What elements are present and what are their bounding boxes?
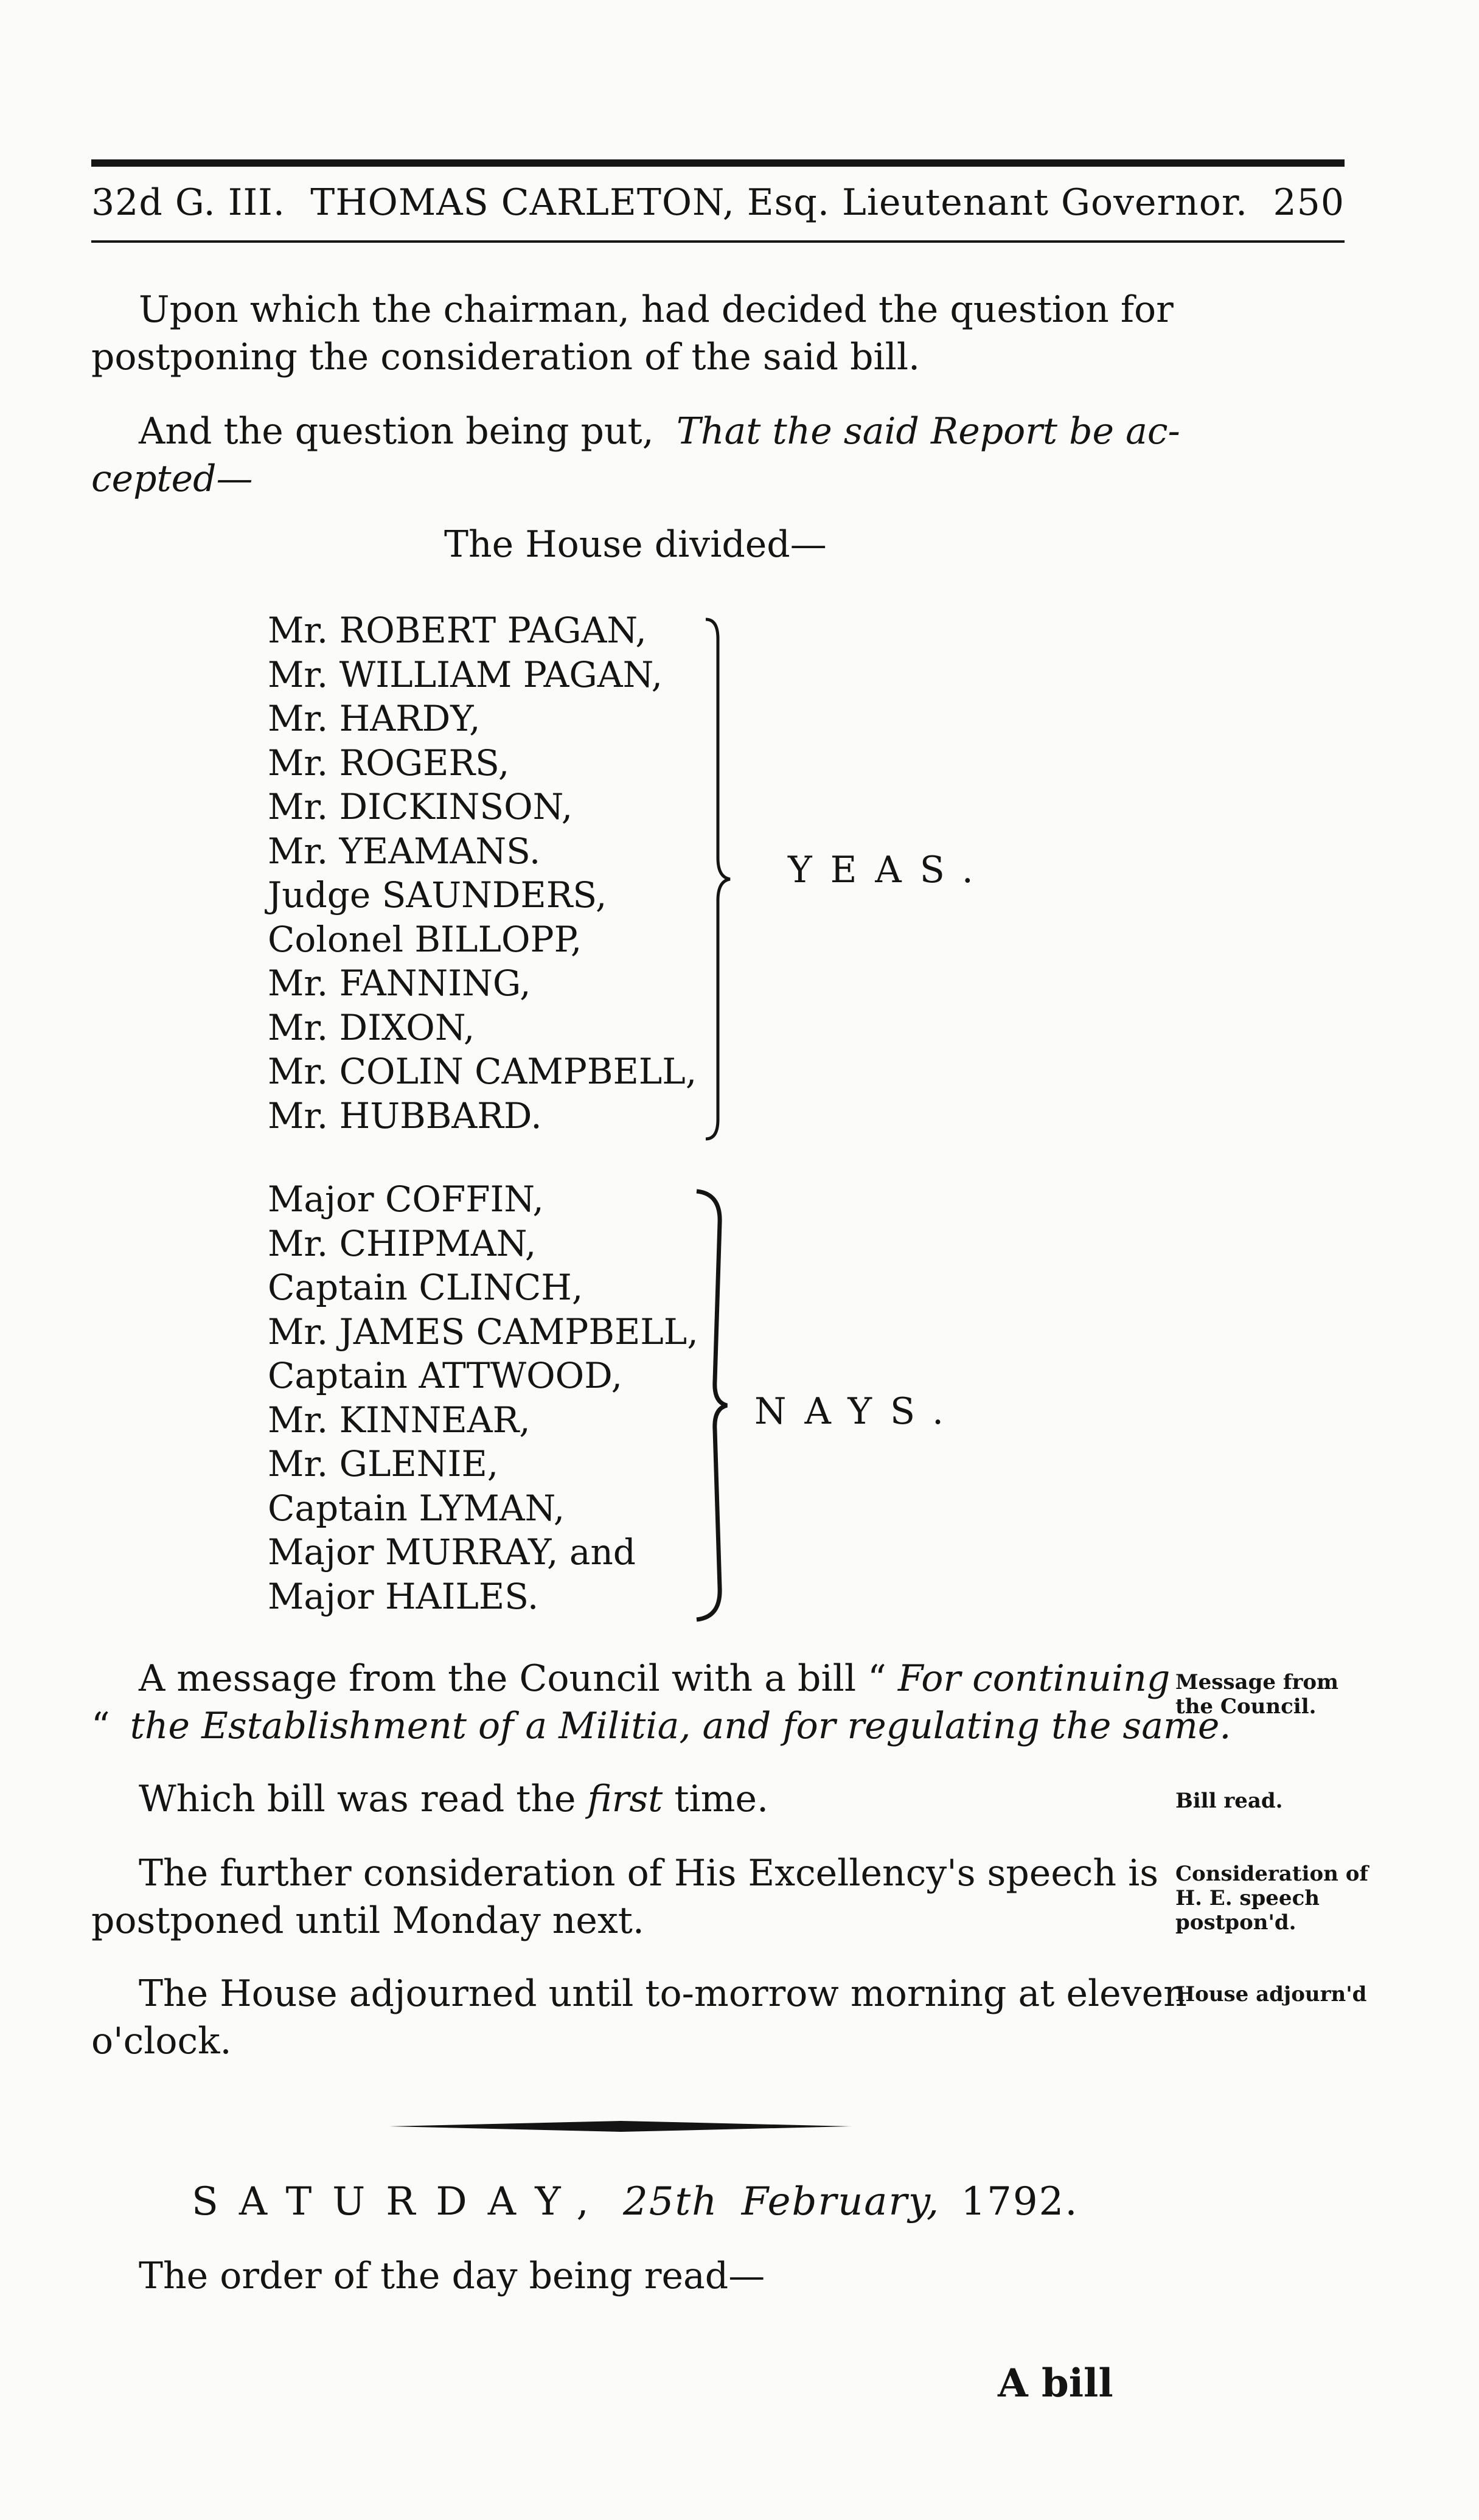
header-bottom-rule (91, 240, 1345, 243)
nay-name: Major HAILES. (268, 1575, 539, 1617)
nays-label: NAYS. (754, 1390, 962, 1433)
nay-name: Major MURRAY, and (268, 1531, 636, 1573)
nay-name: Major COFFIN, (268, 1178, 544, 1220)
yea-name: Mr. ROGERS, (268, 742, 510, 784)
date-year: 1792. (961, 2179, 1079, 2224)
yea-name: Colonel BILLOPP, (268, 918, 582, 960)
date-weekday: SATURDAY, (192, 2179, 610, 2224)
nay-name: Mr. KINNEAR, (268, 1399, 531, 1441)
speech-line-2: postponed until Monday next. (91, 1899, 644, 1942)
nay-name: Captain ATTWOOD, (268, 1355, 623, 1396)
bill-read-italic: first (587, 1778, 663, 1820)
ornamental-rule-icon (389, 2117, 852, 2135)
question-roman-text: And the question being put, (139, 410, 654, 453)
message-militia-title: the Establishment of a Militia, and for regulating the same. (130, 1705, 1231, 1747)
margin-note-bill-read: Bill read. (1175, 1789, 1283, 1813)
paragraph-chairman-line-2: postponing the consideration of the said bill. (91, 336, 920, 378)
order-of-day: The order of the day being read— (139, 2255, 765, 2297)
margin-note-consideration (1175, 1862, 1368, 1935)
bill-read-after: time. (674, 1778, 769, 1820)
margin-note-message (1175, 1670, 1338, 1719)
nays-brace-icon (691, 1186, 745, 1624)
nay-name: Captain LYMAN, (268, 1487, 565, 1529)
header-regnal-year: 32d G. III. (91, 181, 285, 224)
yeas-label: YEAS. (788, 849, 992, 891)
bill-read-paragraph (139, 1775, 768, 1823)
yea-name: Mr. FANNING, (268, 962, 531, 1004)
yeas-list (268, 608, 697, 1138)
yeas-brace-icon (700, 614, 742, 1144)
nays-list (268, 1177, 698, 1618)
house-divided-heading: The House divided— (444, 523, 827, 566)
yea-name: Mr. YEAMANS. (268, 830, 541, 872)
running-header (91, 181, 1345, 224)
date-month: February, (741, 2179, 941, 2224)
page-number: 250 (1273, 181, 1345, 224)
yea-name: Mr. HUBBARD. (268, 1095, 542, 1136)
yea-name: Judge SAUNDERS, (268, 874, 607, 916)
adjourned-line-1: The House adjourned until to-morrow morning at eleven (139, 1972, 1187, 2015)
message-line-2 (91, 1702, 1231, 1750)
question-italic-text: That the said Report be ac- (676, 410, 1180, 453)
speech-line-1: The further consideration of His Excellency's speech is (139, 1852, 1159, 1895)
header-title: THOMAS CARLETON, Esq. Lieutenant Governor. (310, 181, 1248, 224)
yea-name: Mr. WILLIAM PAGAN, (268, 653, 663, 695)
message-italic-text: For continuing (897, 1657, 1171, 1700)
nay-name: Captain CLINCH, (268, 1267, 583, 1308)
yea-name: Mr. HARDY, (268, 698, 481, 739)
message-roman-text: A message from the Council with a bill “ (139, 1657, 886, 1700)
paragraph-question-line-2: cepted— (91, 458, 253, 500)
message-line-1 (139, 1655, 1170, 1702)
nay-name: Mr. CHIPMAN, (268, 1222, 537, 1264)
nay-name: Mr. JAMES CAMPBELL, (268, 1310, 698, 1352)
nay-name: Mr. GLENIE, (268, 1443, 499, 1485)
margin-note-message-line-1: Message from (1175, 1670, 1339, 1694)
adjourned-line-2: o'clock. (91, 2020, 232, 2062)
margin-note-consideration-line-2: H. E. speech (1175, 1886, 1320, 1910)
date-day-number: 25th (623, 2179, 719, 2224)
margin-note-consideration-line-3: postpon'd. (1175, 1910, 1296, 1935)
paragraph-chairman-line-1: Upon which the chairman, had decided the question for (139, 288, 1174, 331)
yea-name: Mr. COLIN CAMPBELL, (268, 1051, 697, 1092)
yea-name: Mr. DIXON, (268, 1006, 475, 1048)
date-heading (192, 2179, 1079, 2224)
yea-name: Mr. ROBERT PAGAN, (268, 610, 647, 651)
margin-note-adjourned: House adjourn'd (1175, 1982, 1367, 2007)
catchword: A bill (998, 2361, 1113, 2406)
bill-read-before: Which bill was read the (139, 1778, 576, 1820)
header-top-rule (91, 159, 1345, 167)
margin-note-message-line-2: the Council. (1175, 1694, 1317, 1719)
yea-name: Mr. DICKINSON, (268, 786, 573, 827)
message-open-quote: “ (91, 1705, 110, 1747)
paragraph-question-line-1 (139, 408, 1180, 455)
margin-note-consideration-line-1: Consideration of (1175, 1862, 1369, 1886)
